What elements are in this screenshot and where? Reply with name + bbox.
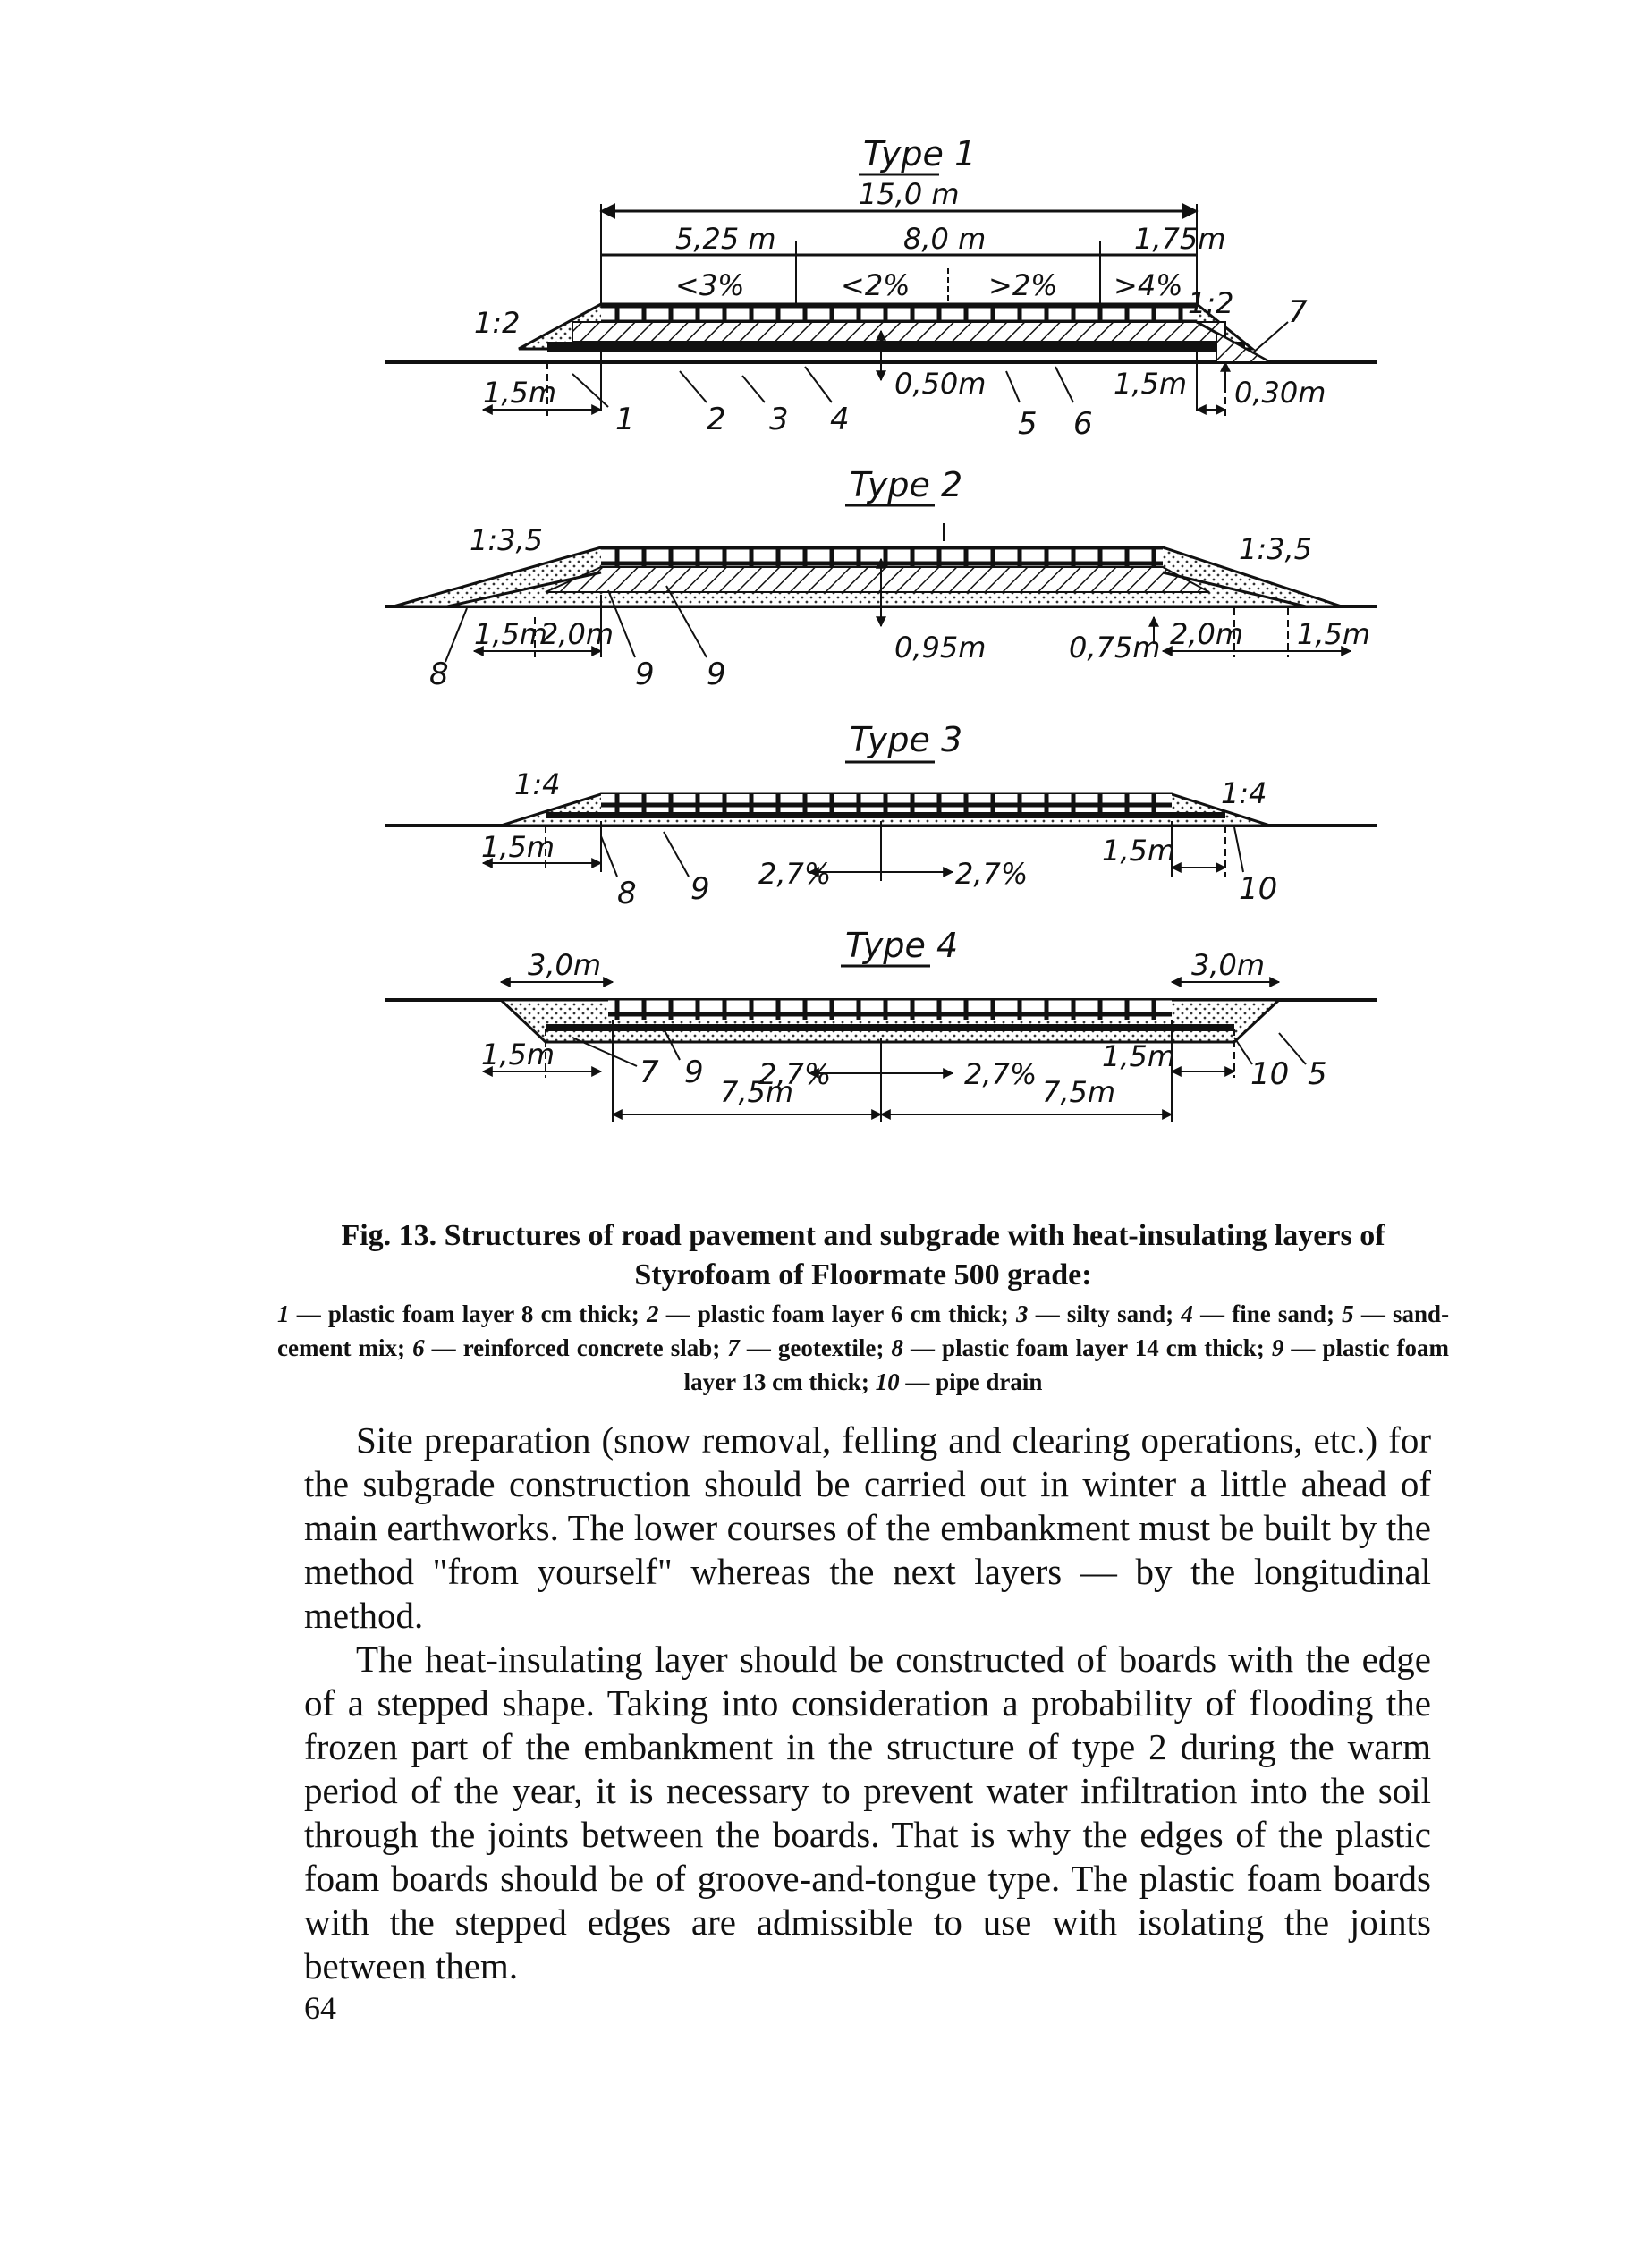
type4-slope-pct-right: 2,7% <box>964 1057 1038 1091</box>
type4-width-right: 3,0m <box>1191 948 1266 982</box>
type3-offset-right: 1,5m <box>1102 834 1176 868</box>
type3-title: Type 3 <box>850 720 963 759</box>
type1-total-width: 15,0 m <box>859 177 960 211</box>
type3-markers <box>601 827 1277 911</box>
type1-marker-7: 7 <box>1288 294 1308 330</box>
type4-slope-pct-left: 2,7% <box>758 1057 832 1091</box>
type2-marker-8: 8 <box>429 656 449 692</box>
type3-offset-left: 1,5m <box>481 830 555 864</box>
type2-offset-left-a: 1,5m <box>474 617 548 651</box>
type2-slope-left: 1:3,5 <box>470 523 544 557</box>
type3-slope-pct-right: 2,7% <box>955 857 1029 891</box>
type1-marker-2: 2 <box>707 402 726 437</box>
type1-marker-6: 6 <box>1073 406 1093 442</box>
type2-thickness-right: 0,75m <box>1069 631 1161 665</box>
type1-thickness: 0,50m <box>894 367 987 401</box>
page-number: 64 <box>304 1990 336 2026</box>
type1-slope-right: 1:2 <box>1188 286 1234 320</box>
type4-half-left: 7,5m <box>720 1075 794 1109</box>
legend-item-9: 9 — plastic foam layer 13 cm thick; <box>683 1334 1450 1395</box>
type3-slope-left: 1:4 <box>514 767 561 801</box>
type4-marker-7: 7 <box>640 1055 659 1090</box>
type1-slope-left: 1:2 <box>474 306 521 340</box>
type4-width-left: 3,0m <box>528 948 602 982</box>
type1-slope-mid-right-pct: >2% <box>988 268 1058 302</box>
type1-slope-right-pct: >4% <box>1114 268 1183 302</box>
type4-offset-right: 1,5m <box>1102 1039 1176 1073</box>
type1-slope-mid-left-pct: <2% <box>841 268 911 302</box>
type1-marker-1: 1 <box>615 402 635 437</box>
type2-thickness: 0,95m <box>894 631 987 665</box>
caption-legend <box>277 1297 1449 1399</box>
type4-half-right: 7,5m <box>1042 1075 1116 1109</box>
paragraph-1: Site preparation (snow removal, felling and clearing operations, etc.) for the subgrade construction should be carried out in winter a little ahead of main earthworks. The lower courses of the embankment must be built by the method "from yourself" whereas the next layers — by the longitudinal method. <box>304 1419 1431 1636</box>
figure-caption <box>277 1216 1449 1399</box>
type4-marker-9: 9 <box>684 1055 704 1090</box>
type2-offset-left-b: 2,0m <box>540 617 614 651</box>
type1-offset-right: 1,5m <box>1114 367 1188 401</box>
type2-marker-9b: 9 <box>707 656 726 692</box>
type2-section <box>385 465 1377 692</box>
type1-slope-left-pct: <3% <box>675 268 745 302</box>
legend-item-7: 7 — geotextile; <box>727 1334 885 1361</box>
type4-title: Type 4 <box>845 926 959 965</box>
type2-offset-right-a: 2,0m <box>1170 617 1244 651</box>
legend-item-3: 3 — silty sand; <box>1016 1300 1174 1327</box>
legend-item-4: 4 — fine sand; <box>1181 1300 1334 1327</box>
type1-offset-left: 1,5m <box>483 376 557 410</box>
type1-middle-width: 8,0 m <box>903 222 987 256</box>
body-text <box>304 1419 1431 1988</box>
type3-slope-right: 1:4 <box>1221 776 1267 810</box>
type2-marker-9a: 9 <box>635 656 655 692</box>
caption-title: Fig. 13. Structures of road pavement and subgrade with heat-insulating layers of Styrofoam of Floormate 500 grade: <box>341 1219 1385 1292</box>
legend-item-5: 5 — sand-cement mix; <box>277 1300 1450 1361</box>
type4-offset-left: 1,5m <box>481 1038 555 1071</box>
type3-marker-8: 8 <box>617 876 637 911</box>
legend-item-8: 8 — plastic foam layer 14 cm thick; <box>891 1334 1265 1361</box>
type1-marker-3: 3 <box>769 402 789 437</box>
legend-item-10: 10 — pipe drain <box>875 1368 1043 1395</box>
type1-marker-5: 5 <box>1018 406 1038 442</box>
type4-marker-5: 5 <box>1308 1056 1327 1092</box>
type3-marker-10: 10 <box>1239 871 1278 907</box>
type3-marker-9: 9 <box>690 871 710 907</box>
type1-right-width: 1,75m <box>1134 222 1226 256</box>
type2-slope-right: 1:3,5 <box>1239 532 1313 566</box>
type1-title: Type 1 <box>863 134 977 174</box>
type2-offset-right-b: 1,5m <box>1297 617 1371 651</box>
type1-section <box>385 134 1377 442</box>
legend-item-6: 6 — reinforced concrete slab; <box>412 1334 721 1361</box>
type1-marker-4: 4 <box>830 402 850 437</box>
type1-left-width: 5,25 m <box>675 222 776 256</box>
type2-title: Type 2 <box>850 465 963 504</box>
legend-item-1: 1 — plastic foam layer 8 cm thick; <box>277 1300 640 1327</box>
type4-marker-10: 10 <box>1250 1056 1290 1092</box>
type3-section <box>385 720 1377 911</box>
type3-slope-pct-left: 2,7% <box>758 857 832 891</box>
type4-section <box>385 926 1377 1122</box>
type1-drain-depth: 0,30m <box>1234 376 1326 410</box>
legend-item-2: 2 — plastic foam layer 6 cm thick; <box>647 1300 1009 1327</box>
paragraph-2: The heat-insulating layer should be constructed of boards with the edge of a stepped shape. Taking into consideration a probability of flooding the frozen part of the embankment in the structure of type 2 during the warm period of the year, it is necessary to prevent water infiltration into the soil through the joints between the boards. That is why the edges of the plastic foam boards should be of groove-and-tongue type. The plastic foam boards with the stepped edges are admissible to use with isolating the joints between them. <box>304 1639 1431 1986</box>
